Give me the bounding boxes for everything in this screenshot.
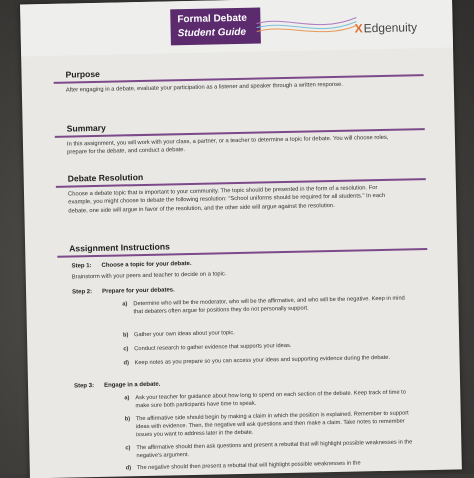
item-text: Gather your own ideas about your topic. <box>133 330 235 339</box>
resolution-heading: Debate Resolution <box>67 171 144 184</box>
step-title: Prepare for your debates. <box>102 287 175 295</box>
step-label: Step 2: <box>72 289 93 296</box>
title-line-2: Student Guide <box>177 26 247 40</box>
step-2 <box>72 287 175 295</box>
item-text: The affirmative side should begin by making a claim in which the position is explained. Remember to support ideas with evidence. Then, the negative will ask questions and then make a claim. Take notes to remember issues you want to address later in the debate. <box>135 410 409 439</box>
item-letter: b) <box>122 332 129 339</box>
step-1-body: Brainstorm with your peers and teacher to decide on a topic. <box>71 271 227 281</box>
instructions-heading: Assignment Instructions <box>69 241 171 254</box>
summary-text: In this assignment, you will work with your class, a partner, or a teacher to determine a topic for debate. You will choose roles, prepare for the debate, and conduct a debate. <box>66 134 389 156</box>
step-3 <box>74 382 160 390</box>
list-item <box>123 325 416 339</box>
list-item <box>123 339 416 353</box>
item-text: Determine who will be the moderator, who will be the affirmative, and who will be the negative. Keep in mind that debaters often argue for positions they do not personally support. <box>133 295 405 316</box>
item-letter: b) <box>124 416 131 423</box>
document-page <box>20 0 462 478</box>
summary-heading: Summary <box>66 122 106 134</box>
title-line-1: Formal Debate <box>177 12 247 26</box>
item-letter: c) <box>123 346 129 353</box>
list-item <box>124 388 417 410</box>
brand-mark-icon: X <box>354 21 363 36</box>
step-title: Choose a topic for your debate. <box>101 260 192 269</box>
purpose-text: After engaging in a debate, evaluate your participation as a listener and speaker through a written response. <box>65 81 344 94</box>
decorative-swoosh-icon <box>256 11 357 43</box>
step-label: Step 1: <box>71 263 92 270</box>
edgenuity-logo <box>354 20 417 35</box>
brand-name: Edgenuity <box>363 20 418 36</box>
item-text: The negative should then present a rebuttal that will highlight possible weaknesses in the <box>136 460 361 472</box>
item-text: The affirmative should then ask questions and present a rebuttal that will highlight possible weaknesses in the negative's argument. <box>136 439 413 460</box>
document-header <box>20 0 453 57</box>
item-letter: a) <box>122 301 128 308</box>
item-text: Keep notes as you prepare so you can access your ideas and supporting evidence during the debate. <box>134 354 391 367</box>
item-letter: d) <box>125 465 132 472</box>
list-item <box>125 409 418 439</box>
step-title: Engage in a debate. <box>103 381 161 389</box>
list-item <box>124 353 417 367</box>
item-text: Conduct research to gather evidence that supports your ideas. <box>134 342 292 353</box>
item-letter: c) <box>125 445 131 452</box>
title-banner <box>170 7 261 45</box>
list-item <box>122 294 415 316</box>
step-1 <box>71 261 191 270</box>
step-label: Step 3: <box>73 383 95 390</box>
item-text: Ask your teacher for guidance about how long to spend on each section of the debate. Keep track of time to make sure both participants have time to speak. <box>135 389 406 410</box>
list-item <box>125 438 418 460</box>
item-letter: a) <box>124 395 130 402</box>
resolution-text: Choose a debate topic that is important to your community. The topic should be presented in the form of a resolution. For example, you might choose to debate the following resolution: "School uniforms should be required for all students." In each debate, one side will argue in favor of the resolution, and the other side will argue against the resolution. <box>67 185 386 215</box>
list-item <box>126 458 419 472</box>
item-letter: d) <box>123 360 130 367</box>
purpose-heading: Purpose <box>65 68 101 80</box>
